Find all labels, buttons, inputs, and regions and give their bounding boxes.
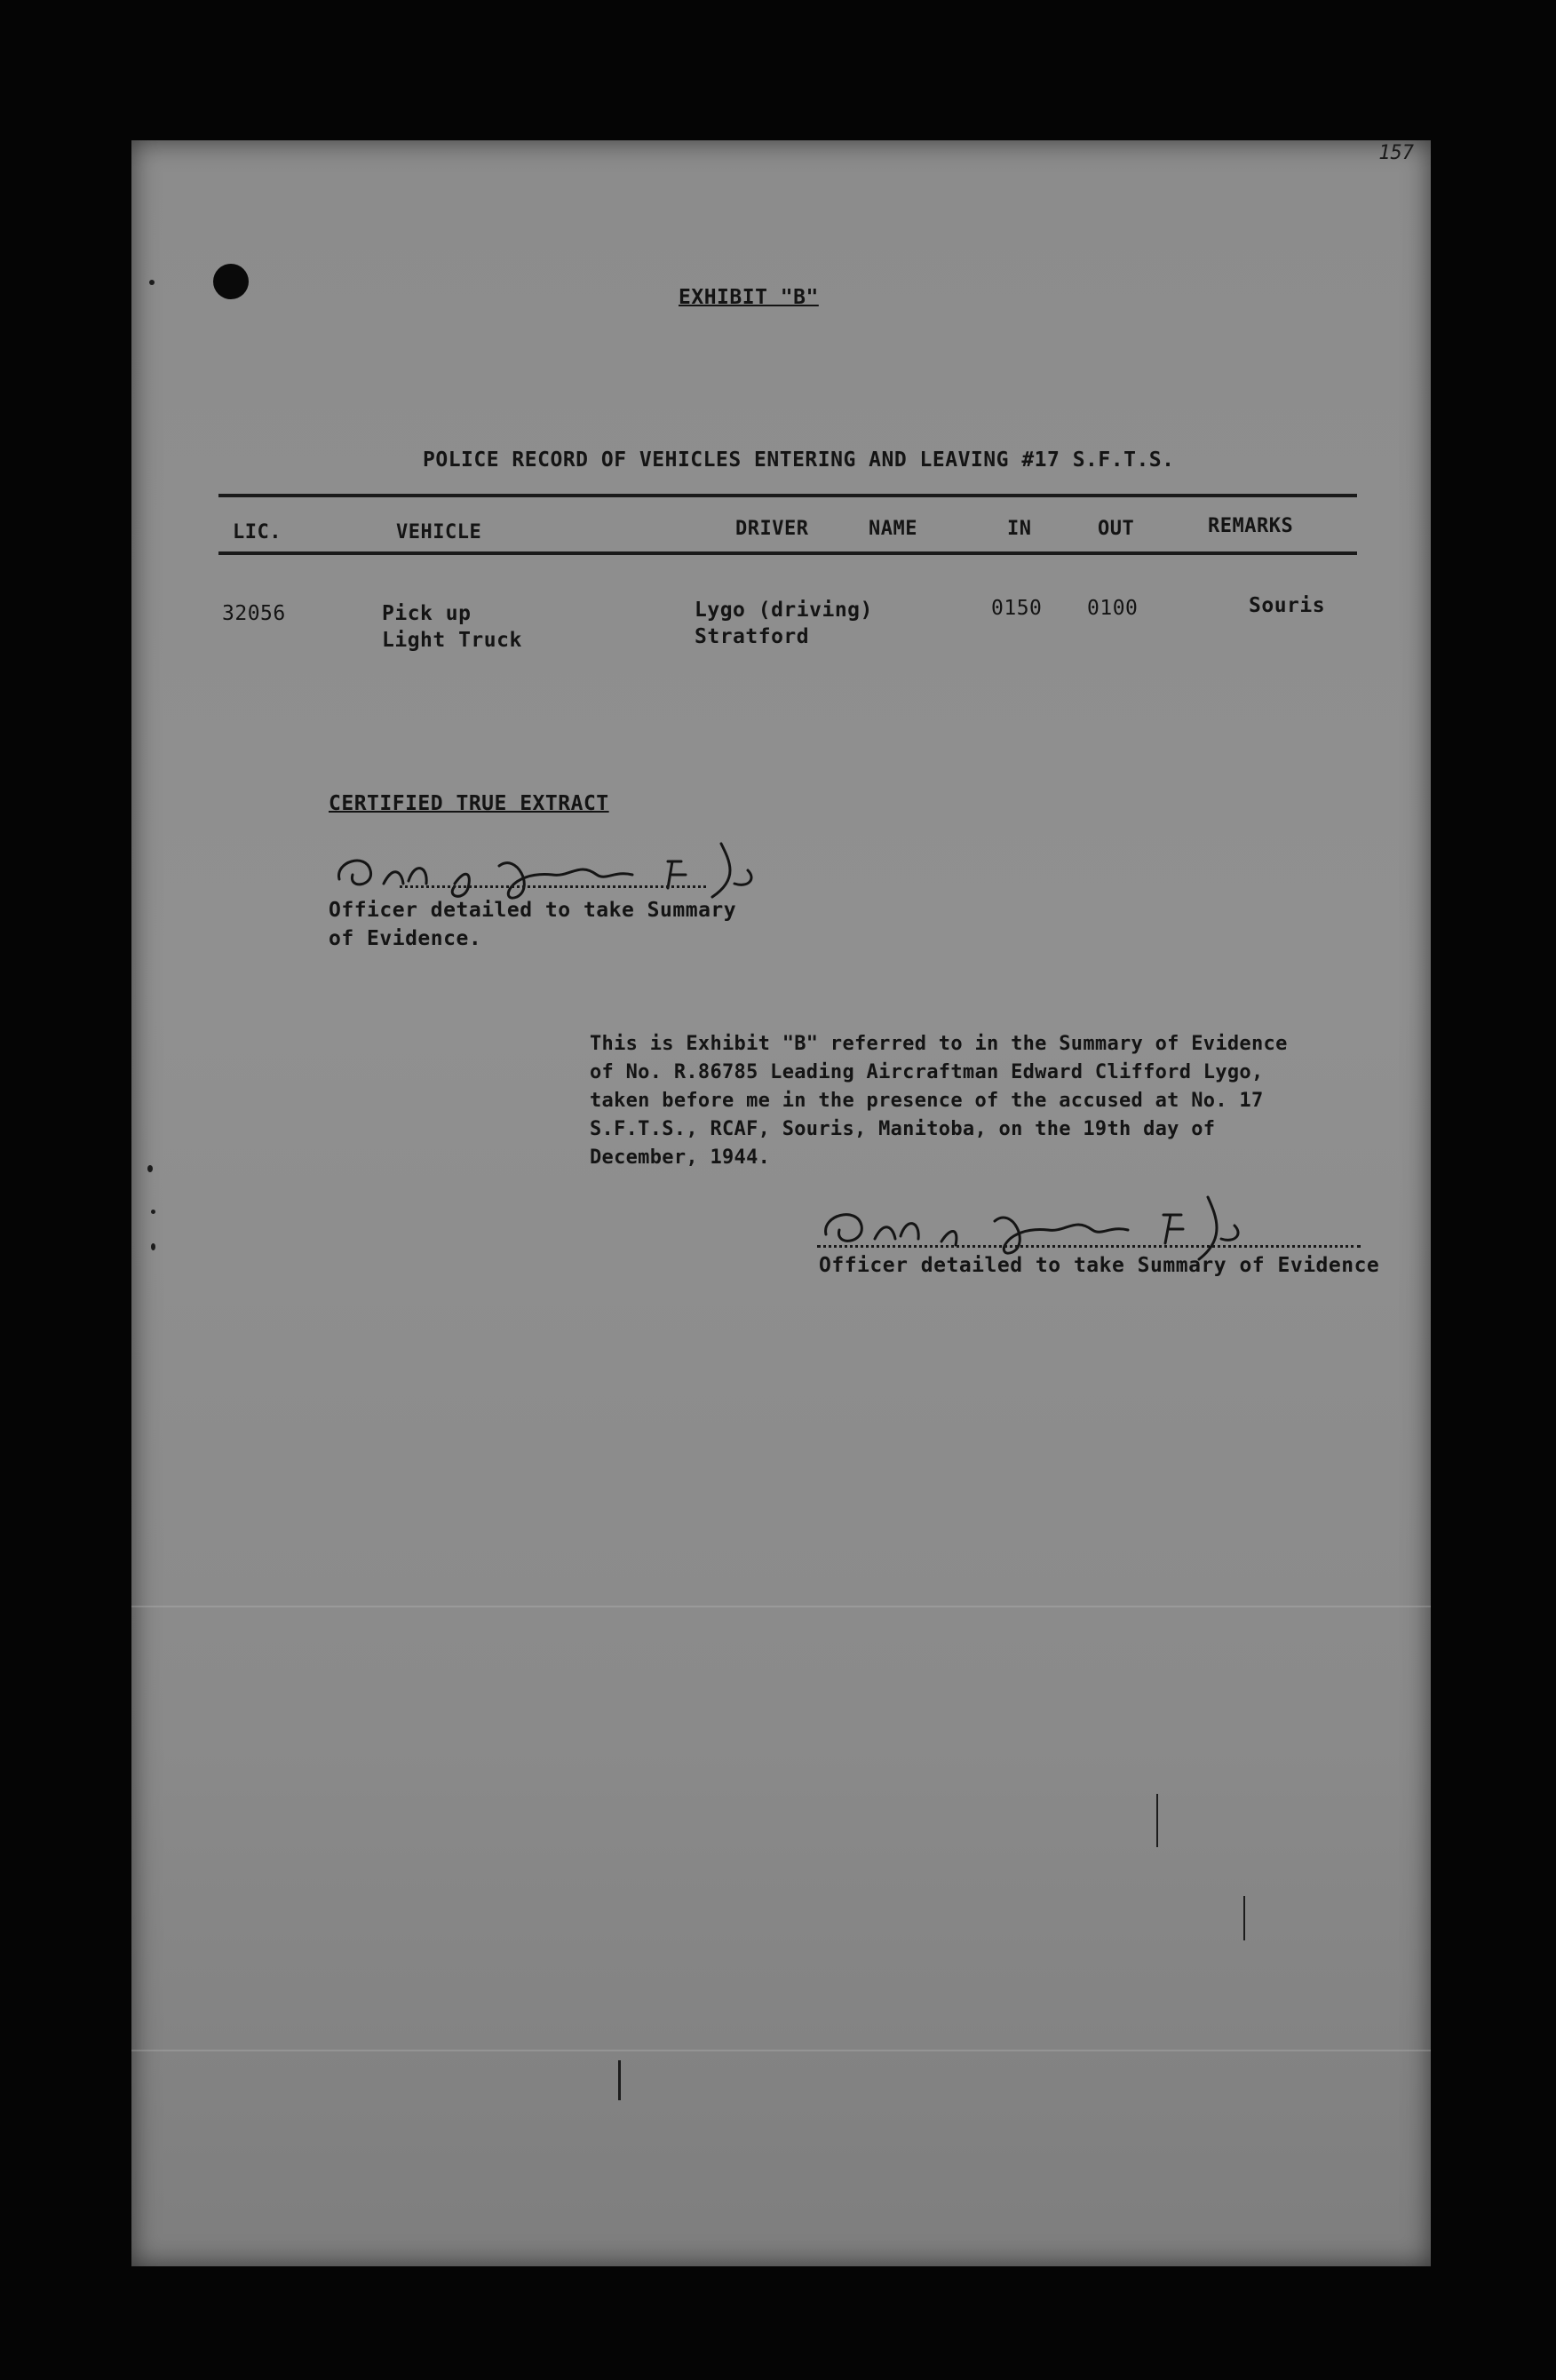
header-name: NAME [869, 518, 917, 540]
statement-line: of No. R.86785 Leading Aircraftman Edward Clifford Lygo, [590, 1061, 1264, 1083]
statement-line: December, 1944. [590, 1146, 771, 1169]
statement-line: taken before me in the presence of the accused at No. 17 [590, 1090, 1264, 1112]
exhibit-statement [590, 1030, 1288, 1172]
officer-signature-1 [330, 835, 774, 906]
fold-line [131, 2050, 1431, 2051]
signature-dotted-line-1 [400, 885, 706, 888]
table-top-rule [218, 494, 1357, 497]
fold-line [131, 1606, 1431, 1607]
header-driver: DRIVER [735, 518, 809, 540]
cell-lic: 32056 [222, 602, 286, 625]
officer-label-2: Officer detailed to take Summary of Evidence [819, 1254, 1380, 1277]
cell-remarks: Souris [1249, 594, 1326, 617]
officer-label-line1: Officer detailed to take Summary [329, 899, 737, 922]
cell-driver-line1: Lygo (driving) [695, 599, 873, 622]
speck [151, 1210, 155, 1214]
table-header-rule [218, 551, 1357, 555]
header-remarks: REMARKS [1208, 515, 1294, 537]
cell-driver-line2: Stratford [695, 625, 810, 648]
record-heading: POLICE RECORD OF VEHICLES ENTERING AND LEAVING #17 S.F.T.S. [423, 448, 1175, 472]
certified-heading: CERTIFIED TRUE EXTRACT [329, 792, 609, 815]
cell-vehicle-line2: Light Truck [382, 629, 522, 652]
speck [151, 1243, 155, 1250]
scratch-mark [1243, 1896, 1245, 1940]
header-vehicle: VEHICLE [396, 521, 482, 543]
cell-in: 0150 [991, 597, 1043, 620]
punch-hole [213, 264, 249, 299]
cell-vehicle-line1: Pick up [382, 602, 472, 625]
exhibit-title: EXHIBIT "B" [679, 286, 819, 309]
speck [149, 280, 155, 285]
signature-dotted-line-2 [817, 1245, 1361, 1248]
officer-label-line2: of Evidence. [329, 927, 482, 950]
cell-out: 0100 [1087, 597, 1139, 620]
scratch-mark [1156, 1794, 1158, 1847]
header-lic: LIC. [233, 521, 282, 543]
statement-line: S.F.T.S., RCAF, Souris, Manitoba, on the 19th day of [590, 1118, 1216, 1140]
page-number: 157 [1378, 142, 1414, 164]
statement-line: This is Exhibit "B" referred to in the Summary of Evidence [590, 1033, 1288, 1055]
header-in: IN [1007, 518, 1032, 540]
scratch-mark [618, 2060, 621, 2100]
header-out: OUT [1098, 518, 1135, 540]
speck [147, 1165, 153, 1172]
